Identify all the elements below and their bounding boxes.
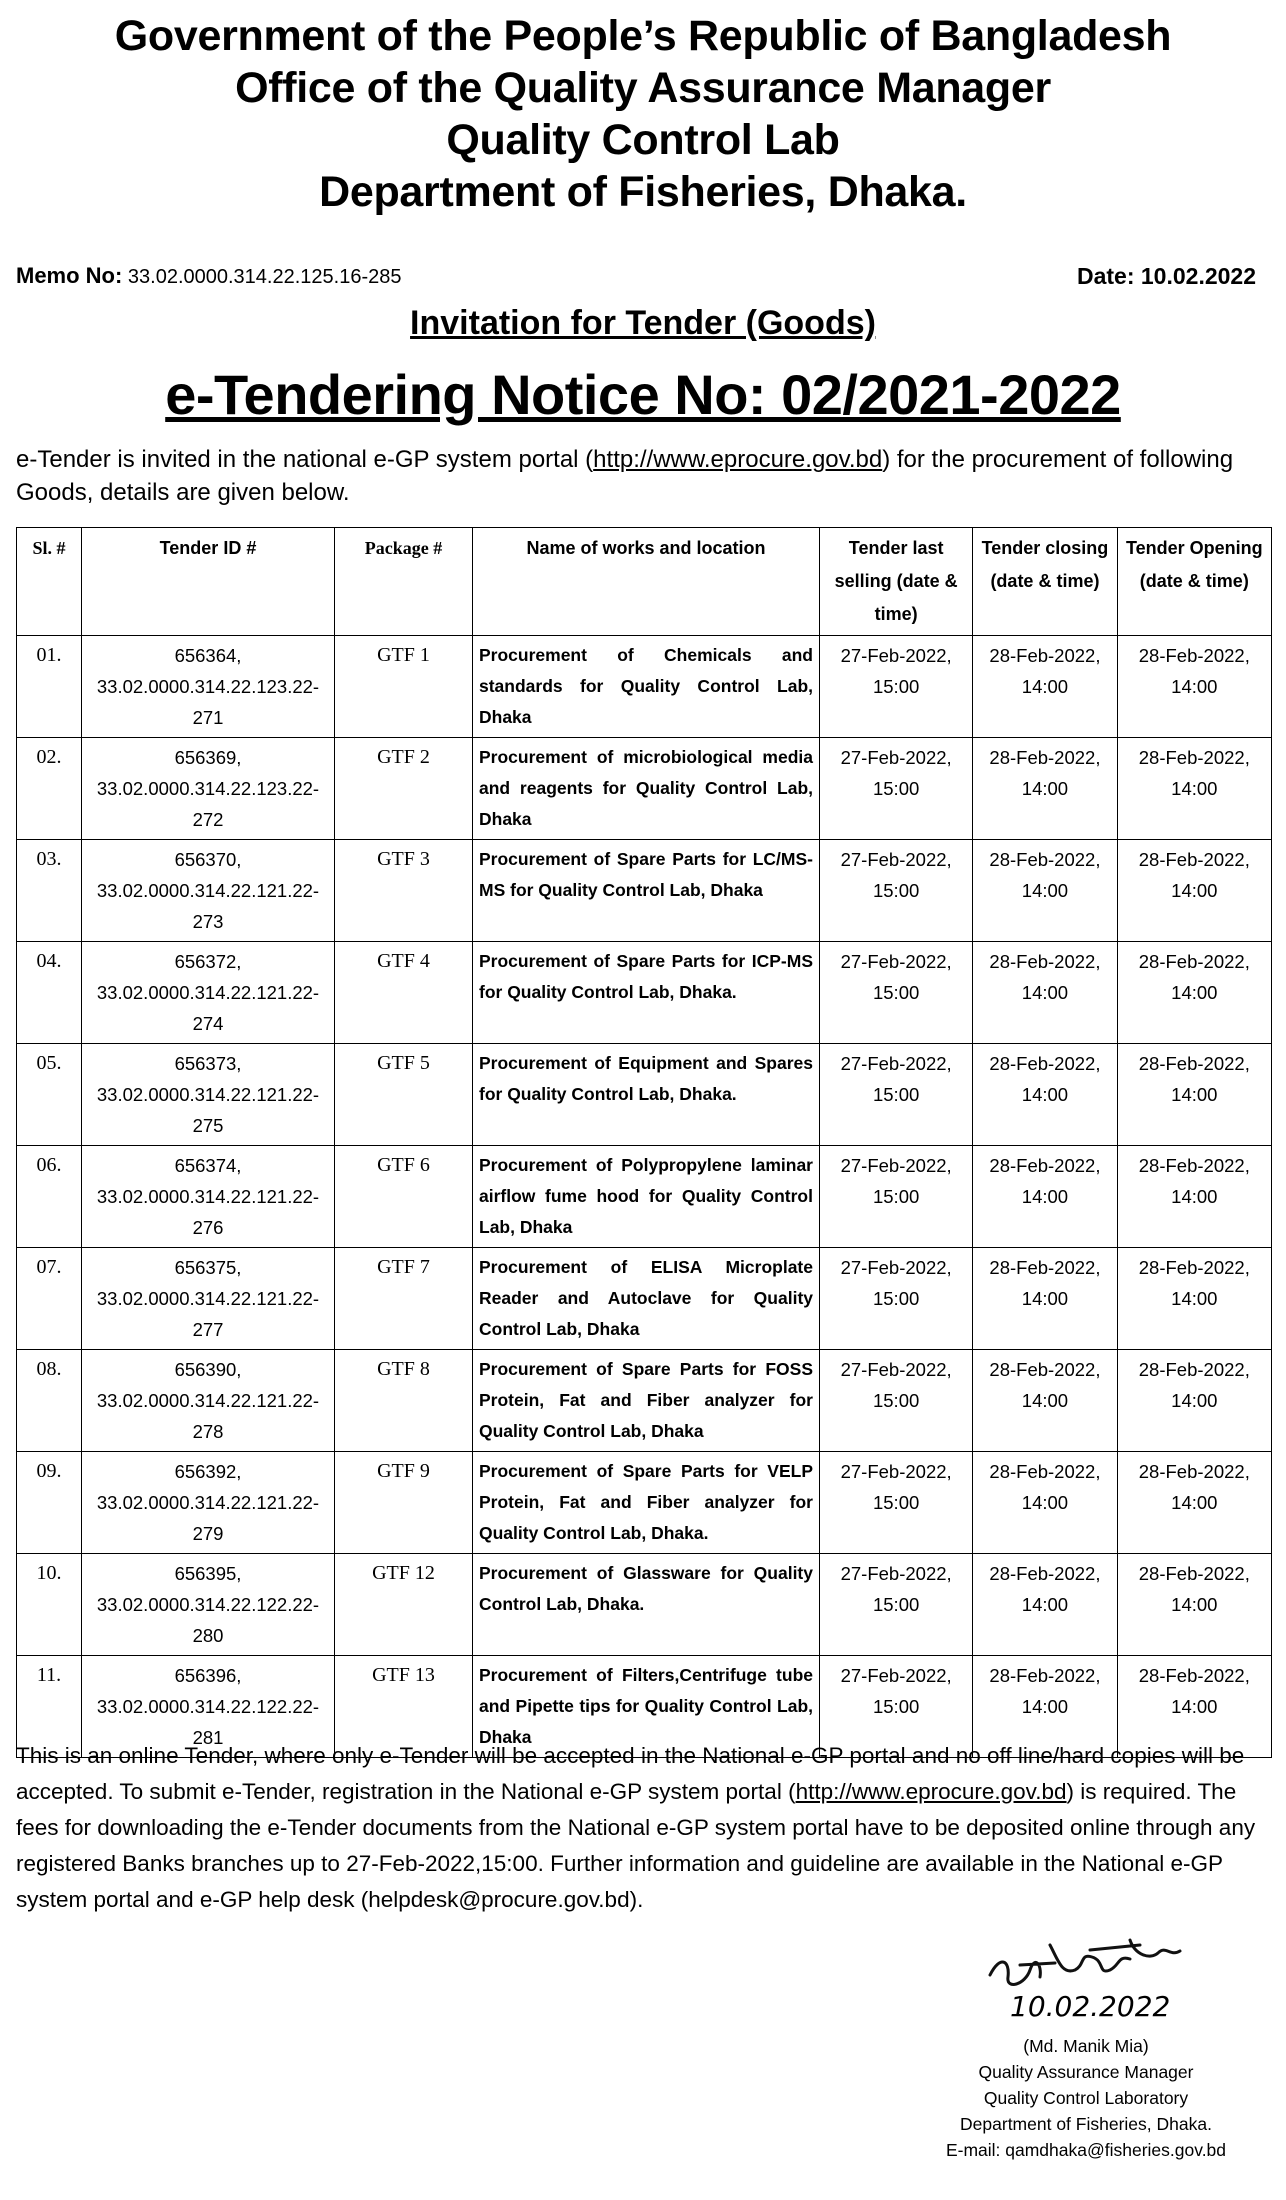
cell-name: Procurement of Polypropylene laminar airflow fume hood for Quality Control Lab, Dhaka: [473, 1146, 820, 1248]
officer-department: Department of Fisheries, Dhaka.: [960, 2114, 1212, 2134]
officer-title: Quality Assurance Manager: [978, 2062, 1194, 2082]
cell-selling: 27-Feb-2022, 15:00: [820, 636, 973, 738]
cell-tender-id: 656372, 33.02.0000.314.22.121.22-274: [82, 942, 335, 1044]
cell-sl: 06.: [17, 1146, 82, 1248]
footer-eprocure-link[interactable]: http://www.eprocure.gov.bd: [795, 1779, 1067, 1804]
cell-closing: 28-Feb-2022, 14:00: [973, 636, 1117, 738]
officer-email[interactable]: E-mail: qamdhaka@fisheries.gov.bd: [945, 2140, 1227, 2160]
table-row: [17, 1146, 1272, 1248]
footer-paragraph: [16, 1738, 1272, 1918]
invitation-title: Invitation for Tender (Goods): [410, 304, 876, 342]
cell-opening: 28-Feb-2022, 14:00: [1117, 1044, 1271, 1146]
table-row: [17, 1452, 1272, 1554]
officer-name: (Md. Manik Mia): [1023, 2036, 1149, 2056]
header-line-lab: Quality Control Lab: [446, 116, 840, 164]
cell-name: Procurement of Equipment and Spares for Quality Control Lab, Dhaka.: [473, 1044, 820, 1146]
cell-package: GTF 5: [335, 1044, 473, 1146]
cell-opening: 28-Feb-2022, 14:00: [1117, 1452, 1271, 1554]
cell-opening: 28-Feb-2022, 14:00: [1117, 738, 1271, 840]
cell-name: Procurement of Chemicals and standards for Quality Control Lab, Dhaka: [473, 636, 820, 738]
cell-selling: 27-Feb-2022, 15:00: [820, 840, 973, 942]
eprocure-link[interactable]: http://www.eprocure.gov.bd: [593, 446, 883, 473]
memo-label: Memo No:: [16, 263, 123, 288]
cell-package: GTF 13: [335, 1656, 473, 1758]
cell-sl: 05.: [17, 1044, 82, 1146]
cell-selling: 27-Feb-2022, 15:00: [820, 1554, 973, 1656]
notice-title: e-Tendering Notice No: 02/2021-2022: [165, 363, 1121, 426]
cell-closing: 28-Feb-2022, 14:00: [973, 1044, 1117, 1146]
cell-package: GTF 1: [335, 636, 473, 738]
cell-tender-id: 656395, 33.02.0000.314.22.122.22-280: [82, 1554, 335, 1656]
cell-selling: 27-Feb-2022, 15:00: [820, 1248, 973, 1350]
cell-opening: 28-Feb-2022, 14:00: [1117, 942, 1271, 1044]
cell-tender-id: 656364, 33.02.0000.314.22.123.22-271: [82, 636, 335, 738]
cell-selling: 27-Feb-2022, 15:00: [820, 1044, 973, 1146]
cell-selling: 27-Feb-2022, 15:00: [820, 942, 973, 1044]
cell-package: GTF 8: [335, 1350, 473, 1452]
memo-value: 33.02.0000.314.22.125.16-285: [127, 266, 402, 288]
cell-name: Procurement of Glassware for Quality Control Lab, Dhaka.: [473, 1554, 820, 1656]
cell-sl: 01.: [17, 636, 82, 738]
cell-closing: 28-Feb-2022, 14:00: [973, 942, 1117, 1044]
signature-date: 10.02.2022: [1010, 1990, 1171, 2023]
cell-tender-id: 656392, 33.02.0000.314.22.121.22-279: [82, 1452, 335, 1554]
table-row: [17, 1554, 1272, 1656]
footer-text-part2: ) is required. The fees for downloading the e-Tender documents from the National e-GP system portal have to be deposited online through any registered Banks branches up to 27-Feb-2022,15:00. Further information and guideline are available in the National e-GP system portal and e-GP help desk (helpdesk@procure.gov.bd).: [16, 1779, 1256, 1912]
cell-closing: 28-Feb-2022, 14:00: [973, 1350, 1117, 1452]
cell-sl: 10.: [17, 1554, 82, 1656]
cell-opening: 28-Feb-2022, 14:00: [1117, 1248, 1271, 1350]
intro-text-before: e-Tender is invited in the national e-GP system portal (: [16, 446, 594, 473]
cell-sl: 03.: [17, 840, 82, 942]
col-header-tender-id: Tender ID #: [82, 528, 335, 636]
cell-closing: 28-Feb-2022, 14:00: [973, 1554, 1117, 1656]
cell-name: Procurement of microbiological media and reagents for Quality Control Lab, Dhaka: [473, 738, 820, 840]
cell-closing: 28-Feb-2022, 14:00: [973, 1656, 1117, 1758]
header-line-department: Department of Fisheries, Dhaka.: [319, 168, 967, 216]
cell-tender-id: 656369, 33.02.0000.314.22.123.22-272: [82, 738, 335, 840]
cell-selling: 27-Feb-2022, 15:00: [820, 1656, 973, 1758]
cell-tender-id: 656370, 33.02.0000.314.22.121.22-273: [82, 840, 335, 942]
cell-package: GTF 12: [335, 1554, 473, 1656]
cell-sl: 07.: [17, 1248, 82, 1350]
col-header-sl: Sl. #: [17, 528, 82, 636]
cell-name: Procurement of Spare Parts for VELP Protein, Fat and Fiber analyzer for Quality Control Lab, Dhaka.: [473, 1452, 820, 1554]
col-header-package: Package #: [335, 528, 473, 636]
cell-closing: 28-Feb-2022, 14:00: [973, 1248, 1117, 1350]
cell-name: Procurement of Spare Parts for ICP-MS for Quality Control Lab, Dhaka.: [473, 942, 820, 1044]
cell-tender-id: 656390, 33.02.0000.314.22.121.22-278: [82, 1350, 335, 1452]
cell-selling: 27-Feb-2022, 15:00: [820, 1146, 973, 1248]
header-line-government: Government of the People’s Republic of Bangladesh: [114, 12, 1172, 60]
table-row: [17, 840, 1272, 942]
cell-opening: 28-Feb-2022, 14:00: [1117, 840, 1271, 942]
table-header-row: [17, 528, 1272, 636]
cell-closing: 28-Feb-2022, 14:00: [973, 1146, 1117, 1248]
table-row: [17, 942, 1272, 1044]
cell-closing: 28-Feb-2022, 14:00: [973, 738, 1117, 840]
table-row: [17, 1248, 1272, 1350]
table-row: [17, 1044, 1272, 1146]
cell-selling: 27-Feb-2022, 15:00: [820, 738, 973, 840]
cell-tender-id: 656375, 33.02.0000.314.22.121.22-277: [82, 1248, 335, 1350]
cell-tender-id: 656374, 33.02.0000.314.22.121.22-276: [82, 1146, 335, 1248]
officer-block: [900, 2033, 1272, 2163]
col-header-opening: Tender Opening (date & time): [1117, 528, 1271, 636]
cell-opening: 28-Feb-2022, 14:00: [1117, 1656, 1271, 1758]
footer-text-part1: This is an online Tender, where only e-Tender will be accepted in the National e-GP portal and no off line/hard copies will be accepted. To submit e-Tender, registration in the National e-GP system portal (: [16, 1743, 1245, 1804]
officer-office: Quality Control Laboratory: [983, 2088, 1189, 2108]
cell-sl: 09.: [17, 1452, 82, 1554]
cell-selling: 27-Feb-2022, 15:00: [820, 1350, 973, 1452]
memo-date: Date: 10.02.2022: [1076, 263, 1256, 289]
cell-tender-id: 656396, 33.02.0000.314.22.122.22-281: [82, 1656, 335, 1758]
cell-opening: 28-Feb-2022, 14:00: [1117, 636, 1271, 738]
cell-sl: 11.: [17, 1656, 82, 1758]
letterhead: [0, 10, 1286, 218]
col-header-selling: Tender last selling (date & time): [820, 528, 973, 636]
cell-package: GTF 4: [335, 942, 473, 1044]
header-line-office: Office of the Quality Assurance Manager: [235, 64, 1051, 112]
cell-package: GTF 6: [335, 1146, 473, 1248]
cell-opening: 28-Feb-2022, 14:00: [1117, 1554, 1271, 1656]
cell-sl: 04.: [17, 942, 82, 1044]
cell-package: GTF 7: [335, 1248, 473, 1350]
cell-closing: 28-Feb-2022, 14:00: [973, 1452, 1117, 1554]
table-row: [17, 1350, 1272, 1452]
cell-name: Procurement of Spare Parts for FOSS Protein, Fat and Fiber analyzer for Quality Control Lab, Dhaka: [473, 1350, 820, 1452]
cell-selling: 27-Feb-2022, 15:00: [820, 1452, 973, 1554]
intro-paragraph: [16, 443, 1272, 509]
col-header-closing: Tender closing (date & time): [973, 528, 1117, 636]
cell-sl: 02.: [17, 738, 82, 840]
table-row: [17, 738, 1272, 840]
cell-name: Procurement of ELISA Microplate Reader and Autoclave for Quality Control Lab, Dhaka: [473, 1248, 820, 1350]
cell-sl: 08.: [17, 1350, 82, 1452]
cell-closing: 28-Feb-2022, 14:00: [973, 840, 1117, 942]
cell-tender-id: 656373, 33.02.0000.314.22.121.22-275: [82, 1044, 335, 1146]
memo-row: [16, 263, 1256, 297]
memo-number: [16, 263, 401, 289]
table-row: [17, 636, 1272, 738]
intro-text-after: ) for the procurement of following Goods, details are given below.: [16, 446, 1234, 506]
tender-table: [16, 527, 1272, 1758]
cell-name: Procurement of Spare Parts for LC/MS-MS for Quality Control Lab, Dhaka: [473, 840, 820, 942]
cell-name: Procurement of Filters,Centrifuge tube and Pipette tips for Quality Control Lab, Dhaka: [473, 1656, 820, 1758]
cell-opening: 28-Feb-2022, 14:00: [1117, 1146, 1271, 1248]
cell-package: GTF 9: [335, 1452, 473, 1554]
col-header-name: Name of works and location: [473, 528, 820, 636]
cell-package: GTF 3: [335, 840, 473, 942]
cell-opening: 28-Feb-2022, 14:00: [1117, 1350, 1271, 1452]
cell-package: GTF 2: [335, 738, 473, 840]
